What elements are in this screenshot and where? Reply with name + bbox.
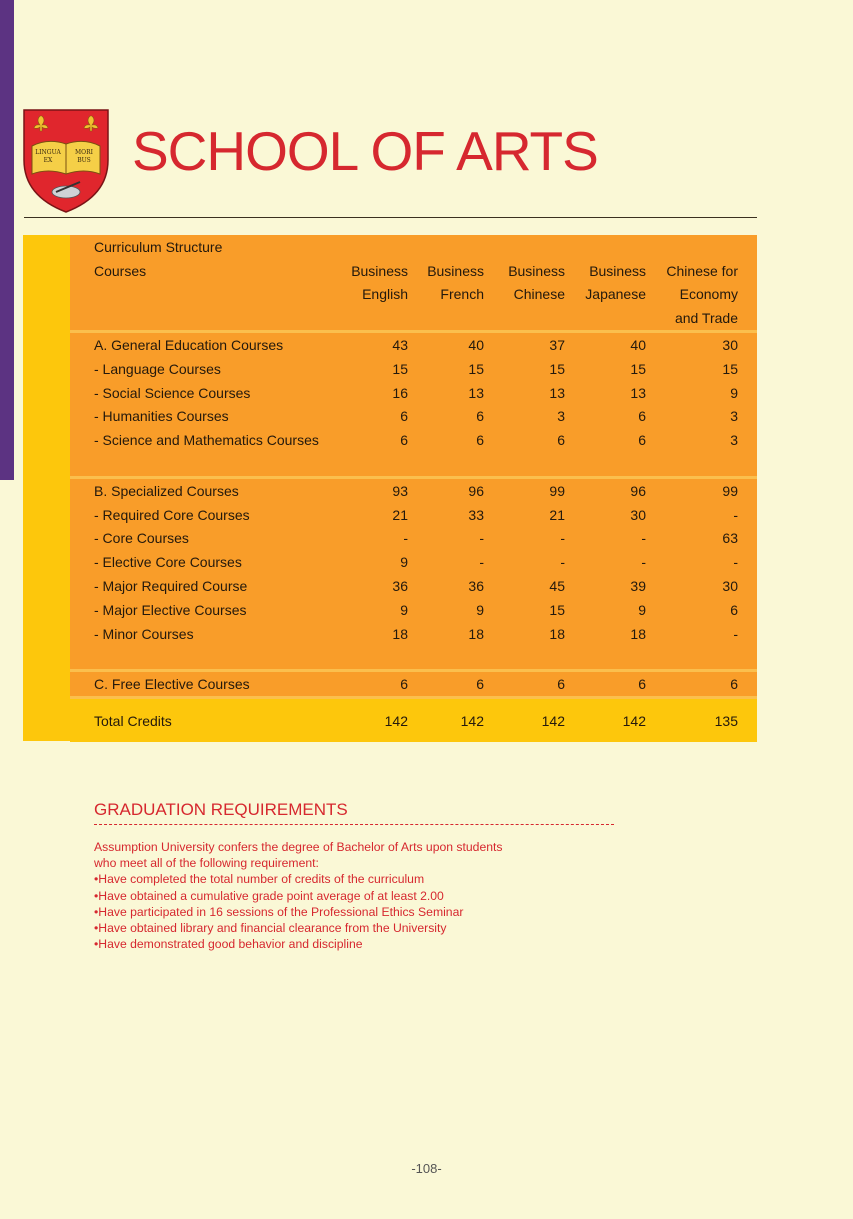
graduation-heading: GRADUATION REQUIREMENTS bbox=[94, 800, 348, 819]
section-block bbox=[70, 672, 757, 696]
caption-row bbox=[70, 235, 757, 259]
row-label: - Humanities Courses bbox=[94, 408, 229, 425]
total-value: 142 bbox=[622, 712, 646, 729]
crest-book-text-left-1: LINGUA bbox=[35, 149, 61, 156]
total-row bbox=[70, 699, 757, 742]
cell-value: - bbox=[641, 554, 646, 571]
column-header: Japanese bbox=[585, 286, 646, 303]
cell-value: 33 bbox=[468, 506, 484, 523]
cell-value: 6 bbox=[557, 432, 565, 449]
cell-value: 18 bbox=[630, 625, 646, 642]
header-row bbox=[70, 259, 757, 283]
section-spacer bbox=[70, 452, 757, 476]
cell-value: 6 bbox=[476, 432, 484, 449]
column-header: French bbox=[440, 286, 484, 303]
total-block bbox=[70, 699, 757, 742]
cell-value: 13 bbox=[549, 384, 565, 401]
table-row bbox=[70, 381, 757, 405]
column-header: Business bbox=[351, 262, 408, 279]
column-header: Business bbox=[427, 262, 484, 279]
cell-value: - bbox=[403, 530, 408, 547]
row-label: - Required Core Courses bbox=[94, 506, 250, 523]
total-value: 142 bbox=[384, 712, 408, 729]
cell-value: 6 bbox=[400, 432, 408, 449]
cell-value: 99 bbox=[722, 482, 738, 499]
crest-book-text-right-1: MORI bbox=[75, 149, 93, 156]
column-header: Business bbox=[589, 262, 646, 279]
column-header: Business bbox=[508, 262, 565, 279]
row-label: C. Free Elective Courses bbox=[94, 676, 250, 693]
cell-value: - bbox=[560, 530, 565, 547]
header-row bbox=[70, 283, 757, 307]
page-title: SCHOOL OF ARTS bbox=[132, 120, 598, 182]
section-heading-row bbox=[70, 672, 757, 696]
row-label: B. Specialized Courses bbox=[94, 482, 239, 499]
cell-value: 3 bbox=[730, 432, 738, 449]
row-label: - Core Courses bbox=[94, 530, 189, 547]
column-header: Chinese for bbox=[666, 262, 738, 279]
cell-value: 9 bbox=[730, 384, 738, 401]
cell-value: - bbox=[560, 554, 565, 571]
cell-value: 6 bbox=[638, 408, 646, 425]
section-spacer bbox=[70, 646, 757, 670]
crest-book-text-left-2: EX bbox=[43, 157, 53, 164]
cell-value: 18 bbox=[549, 625, 565, 642]
cell-value: 39 bbox=[630, 578, 646, 595]
header-row bbox=[70, 306, 757, 330]
total-label: Total Credits bbox=[94, 712, 172, 729]
column-header: Economy bbox=[679, 286, 738, 303]
section-block bbox=[70, 333, 757, 476]
row-label: - Social Science Courses bbox=[94, 384, 251, 401]
cell-value: 36 bbox=[392, 578, 408, 595]
total-value: 142 bbox=[541, 712, 565, 729]
cell-value: 93 bbox=[392, 482, 408, 499]
table-side-strip bbox=[23, 235, 70, 741]
cell-value: 63 bbox=[722, 530, 738, 547]
cell-value: 18 bbox=[468, 625, 484, 642]
table-caption: Curriculum Structure bbox=[94, 238, 223, 255]
cell-value: 96 bbox=[630, 482, 646, 499]
table-row bbox=[70, 428, 757, 452]
title-divider bbox=[24, 217, 757, 218]
cell-value: 6 bbox=[730, 601, 738, 618]
cell-value: - bbox=[733, 625, 738, 642]
column-header: Chinese bbox=[513, 286, 565, 303]
section-block bbox=[70, 479, 757, 669]
cell-value: 40 bbox=[468, 337, 484, 354]
cell-value: 6 bbox=[638, 432, 646, 449]
requirement-item: • Have obtained a cumulative grade point average of at least 2.00 bbox=[94, 888, 654, 904]
cell-value: - bbox=[733, 506, 738, 523]
total-value: 142 bbox=[460, 712, 484, 729]
curriculum-table bbox=[70, 235, 757, 742]
cell-value: 9 bbox=[476, 601, 484, 618]
cell-value: 21 bbox=[549, 506, 565, 523]
cell-value: 9 bbox=[638, 601, 646, 618]
graduation-intro-line-1: Assumption University confers the degree of Bachelor of Arts upon students bbox=[94, 840, 503, 854]
row-label: - Science and Mathematics Courses bbox=[94, 432, 319, 449]
cell-value: 3 bbox=[557, 408, 565, 425]
cell-value: 15 bbox=[722, 360, 738, 377]
table-row bbox=[70, 598, 757, 622]
cell-value: 37 bbox=[549, 337, 565, 354]
cell-value: 45 bbox=[549, 578, 565, 595]
cell-value: 13 bbox=[630, 384, 646, 401]
cell-value: 99 bbox=[549, 482, 565, 499]
row-label: - Minor Courses bbox=[94, 625, 194, 642]
cell-value: 15 bbox=[392, 360, 408, 377]
table-row bbox=[70, 622, 757, 646]
school-crest-logo bbox=[22, 108, 110, 214]
cell-value: 6 bbox=[557, 676, 565, 693]
table-row bbox=[70, 357, 757, 381]
cell-value: 40 bbox=[630, 337, 646, 354]
page-number: -108- bbox=[411, 1161, 442, 1176]
crest-book-text-right-2: BUS bbox=[77, 157, 91, 164]
cell-value: 21 bbox=[392, 506, 408, 523]
cell-value: 30 bbox=[722, 337, 738, 354]
cell-value: 18 bbox=[392, 625, 408, 642]
requirement-item: • Have participated in 16 sessions of the Professional Ethics Seminar bbox=[94, 904, 654, 920]
table-row bbox=[70, 574, 757, 598]
table-row bbox=[70, 527, 757, 551]
cell-value: 13 bbox=[468, 384, 484, 401]
cell-value: - bbox=[641, 530, 646, 547]
table-header bbox=[70, 235, 757, 330]
side-accent-bar bbox=[0, 0, 14, 480]
cell-value: 6 bbox=[476, 408, 484, 425]
cell-value: 6 bbox=[400, 408, 408, 425]
section-heading-row bbox=[70, 333, 757, 357]
total-value: 135 bbox=[714, 712, 738, 729]
column-header: English bbox=[362, 286, 408, 303]
requirement-item: • Have completed the total number of credits of the curriculum bbox=[94, 871, 654, 887]
cell-value: 6 bbox=[730, 676, 738, 693]
graduation-intro-line-2: who meet all of the following requirement: bbox=[94, 856, 319, 871]
cell-value: - bbox=[479, 554, 484, 571]
requirements-list bbox=[94, 871, 654, 952]
column-header: and Trade bbox=[674, 310, 738, 327]
table-row bbox=[70, 550, 757, 574]
cell-value: 9 bbox=[400, 601, 408, 618]
cell-value: 15 bbox=[549, 360, 565, 377]
cell-value: 96 bbox=[468, 482, 484, 499]
cell-value: 43 bbox=[392, 337, 408, 354]
cell-value: - bbox=[733, 554, 738, 571]
cell-value: 9 bbox=[400, 554, 408, 571]
row-label: - Language Courses bbox=[94, 360, 221, 377]
table-row bbox=[70, 503, 757, 527]
graduation-requirements bbox=[94, 839, 654, 952]
cell-value: 30 bbox=[630, 506, 646, 523]
cell-value: 3 bbox=[730, 408, 738, 425]
dashed-divider bbox=[94, 824, 614, 825]
cell-value: 15 bbox=[630, 360, 646, 377]
cell-value: 16 bbox=[392, 384, 408, 401]
cell-value: 6 bbox=[476, 676, 484, 693]
cell-value: 6 bbox=[400, 676, 408, 693]
cell-value: - bbox=[479, 530, 484, 547]
row-label: - Elective Core Courses bbox=[94, 554, 242, 571]
cell-value: 6 bbox=[638, 676, 646, 693]
cell-value: 30 bbox=[722, 578, 738, 595]
requirement-item: • Have obtained library and financial clearance from the University bbox=[94, 920, 654, 936]
courses-label: Courses bbox=[94, 262, 147, 279]
row-label: - Major Elective Courses bbox=[94, 601, 247, 618]
table-row bbox=[70, 405, 757, 429]
section-heading-row bbox=[70, 479, 757, 503]
row-label: A. General Education Courses bbox=[94, 337, 284, 354]
row-label: - Major Required Course bbox=[94, 578, 248, 595]
requirement-item: • Have demonstrated good behavior and discipline bbox=[94, 936, 654, 952]
cell-value: 36 bbox=[468, 578, 484, 595]
cell-value: 15 bbox=[549, 601, 565, 618]
cell-value: 15 bbox=[468, 360, 484, 377]
